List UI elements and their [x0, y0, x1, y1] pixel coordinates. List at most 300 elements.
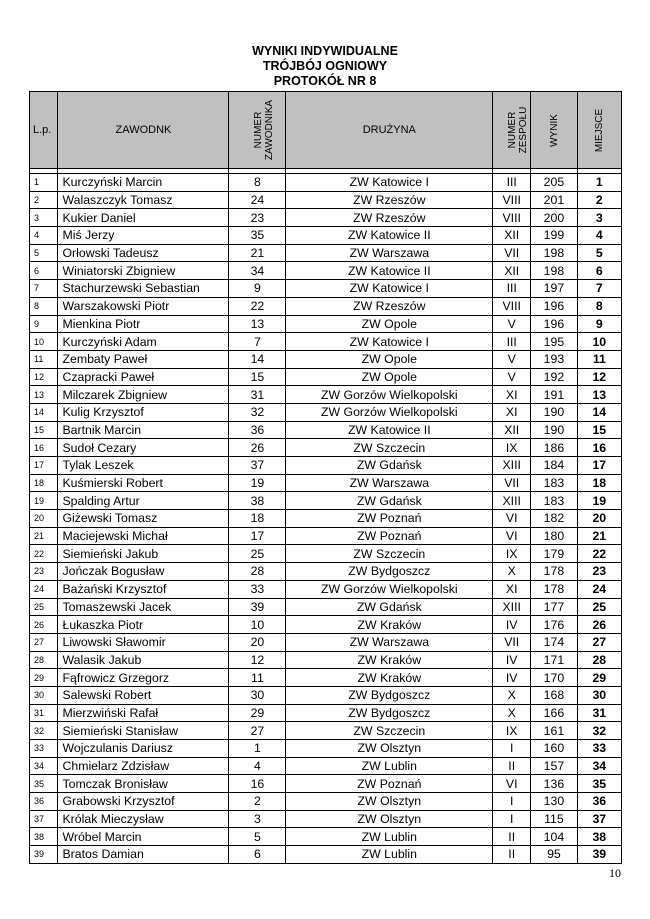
cell-numer-zawodnika: 25 [229, 545, 286, 563]
cell-lp: 12 [30, 368, 58, 386]
cell-name: Maciejewski Michał [58, 527, 229, 545]
cell-lp: 37 [30, 810, 58, 828]
header-row [30, 92, 622, 169]
cell-name: Walaszczyk Tomasz [58, 191, 229, 209]
cell-druzyna: ZW Szczecin [286, 545, 493, 563]
cell-lp: 7 [30, 280, 58, 298]
cell-numer-zespolu: II [493, 828, 531, 846]
cell-wynik: 170 [531, 669, 577, 687]
cell-lp: 18 [30, 474, 58, 492]
table-row [30, 563, 622, 581]
cell-druzyna: ZW Katowice I [286, 280, 493, 298]
cell-miejsce: 11 [577, 350, 621, 368]
header-miejsce: MIEJSCE [577, 92, 621, 169]
cell-miejsce: 30 [577, 686, 621, 704]
cell-name: Giżewski Tomasz [58, 510, 229, 528]
cell-druzyna: ZW Bydgoszcz [286, 563, 493, 581]
cell-miejsce: 37 [577, 810, 621, 828]
cell-name: Wróbel Marcin [58, 828, 229, 846]
table-row [30, 280, 622, 298]
cell-lp: 25 [30, 598, 58, 616]
table-row [30, 209, 622, 227]
table-row [30, 439, 622, 457]
cell-name: Kurczyński Adam [58, 333, 229, 351]
cell-lp: 8 [30, 297, 58, 315]
cell-name: Tomczak Bronisław [58, 775, 229, 793]
cell-wynik: 192 [531, 368, 577, 386]
table-row [30, 386, 622, 404]
table-row [30, 333, 622, 351]
cell-miejsce: 35 [577, 775, 621, 793]
results-table [29, 91, 622, 864]
cell-druzyna: ZW Olsztyn [286, 740, 493, 758]
cell-druzyna: ZW Opole [286, 315, 493, 333]
header-druzyna: DRUŻYNA [286, 92, 493, 169]
cell-name: Walasik Jakub [58, 651, 229, 669]
cell-numer-zawodnika: 6 [229, 846, 286, 864]
cell-druzyna: ZW Szczecin [286, 722, 493, 740]
cell-miejsce: 24 [577, 580, 621, 598]
table-row [30, 545, 622, 563]
cell-miejsce: 15 [577, 421, 621, 439]
cell-lp: 28 [30, 651, 58, 669]
cell-numer-zespolu: IX [493, 545, 531, 563]
cell-wynik: 205 [531, 174, 577, 192]
cell-miejsce: 25 [577, 598, 621, 616]
cell-wynik: 183 [531, 474, 577, 492]
table-row [30, 510, 622, 528]
cell-lp: 17 [30, 457, 58, 475]
cell-miejsce: 26 [577, 616, 621, 634]
cell-name: Mienkina Piotr [58, 315, 229, 333]
cell-miejsce: 12 [577, 368, 621, 386]
cell-numer-zawodnika: 26 [229, 439, 286, 457]
cell-numer-zespolu: VII [493, 474, 531, 492]
cell-wynik: 196 [531, 315, 577, 333]
cell-lp: 22 [30, 545, 58, 563]
cell-druzyna: ZW Lublin [286, 846, 493, 864]
cell-druzyna: ZW Rzeszów [286, 209, 493, 227]
page-number: 10 [609, 866, 621, 880]
table-row [30, 846, 622, 864]
cell-numer-zespolu: VII [493, 244, 531, 262]
cell-numer-zawodnika: 22 [229, 297, 286, 315]
cell-numer-zespolu: XIII [493, 492, 531, 510]
cell-lp: 5 [30, 244, 58, 262]
cell-miejsce: 28 [577, 651, 621, 669]
cell-lp: 13 [30, 386, 58, 404]
table-row [30, 669, 622, 687]
cell-lp: 39 [30, 846, 58, 864]
cell-druzyna: ZW Bydgoszcz [286, 686, 493, 704]
cell-numer-zespolu: II [493, 846, 531, 864]
cell-miejsce: 18 [577, 474, 621, 492]
cell-druzyna: ZW Olsztyn [286, 810, 493, 828]
cell-druzyna: ZW Gdańsk [286, 598, 493, 616]
table-row [30, 421, 622, 439]
cell-name: Królak Mieczysław [58, 810, 229, 828]
cell-numer-zespolu: III [493, 280, 531, 298]
table-row [30, 297, 622, 315]
cell-druzyna: ZW Lublin [286, 828, 493, 846]
cell-druzyna: ZW Katowice II [286, 421, 493, 439]
cell-wynik: 178 [531, 580, 577, 598]
table-row [30, 492, 622, 510]
cell-name: Liwowski Sławomir [58, 633, 229, 651]
cell-wynik: 186 [531, 439, 577, 457]
cell-numer-zespolu: V [493, 315, 531, 333]
cell-numer-zespolu: I [493, 793, 531, 811]
cell-numer-zespolu: IX [493, 722, 531, 740]
cell-lp: 3 [30, 209, 58, 227]
cell-lp: 19 [30, 492, 58, 510]
table-row [30, 757, 622, 775]
cell-numer-zawodnika: 10 [229, 616, 286, 634]
table-row [30, 457, 622, 475]
cell-numer-zespolu: III [493, 174, 531, 192]
cell-lp: 35 [30, 775, 58, 793]
cell-lp: 27 [30, 633, 58, 651]
cell-druzyna: ZW Warszawa [286, 474, 493, 492]
cell-miejsce: 2 [577, 191, 621, 209]
cell-miejsce: 17 [577, 457, 621, 475]
cell-druzyna: ZW Bydgoszcz [286, 704, 493, 722]
cell-numer-zespolu: IX [493, 439, 531, 457]
cell-name: Miś Jerzy [58, 227, 229, 245]
cell-lp: 38 [30, 828, 58, 846]
cell-wynik: 191 [531, 386, 577, 404]
cell-numer-zawodnika: 13 [229, 315, 286, 333]
cell-numer-zespolu: VI [493, 510, 531, 528]
cell-druzyna: ZW Szczecin [286, 439, 493, 457]
cell-name: Stachurzewski Sebastian [58, 280, 229, 298]
cell-numer-zespolu: XI [493, 580, 531, 598]
cell-name: Spalding Artur [58, 492, 229, 510]
cell-lp: 34 [30, 757, 58, 775]
cell-numer-zespolu: VIII [493, 191, 531, 209]
table-row [30, 828, 622, 846]
cell-druzyna: ZW Warszawa [286, 633, 493, 651]
cell-name: Warszakowski Piotr [58, 297, 229, 315]
cell-wynik: 161 [531, 722, 577, 740]
cell-name: Salewski Robert [58, 686, 229, 704]
cell-numer-zespolu: IV [493, 616, 531, 634]
cell-name: Tylak Leszek [58, 457, 229, 475]
cell-numer-zespolu: III [493, 333, 531, 351]
cell-numer-zawodnika: 35 [229, 227, 286, 245]
cell-numer-zawodnika: 5 [229, 828, 286, 846]
cell-numer-zawodnika: 27 [229, 722, 286, 740]
cell-numer-zawodnika: 9 [229, 280, 286, 298]
cell-wynik: 180 [531, 527, 577, 545]
cell-numer-zespolu: V [493, 350, 531, 368]
cell-wynik: 197 [531, 280, 577, 298]
cell-wynik: 200 [531, 209, 577, 227]
cell-lp: 30 [30, 686, 58, 704]
cell-numer-zespolu: X [493, 686, 531, 704]
cell-numer-zespolu: XII [493, 421, 531, 439]
cell-druzyna: ZW Lublin [286, 757, 493, 775]
cell-lp: 24 [30, 580, 58, 598]
cell-numer-zespolu: IV [493, 651, 531, 669]
cell-druzyna: ZW Gdańsk [286, 492, 493, 510]
cell-numer-zawodnika: 15 [229, 368, 286, 386]
cell-miejsce: 36 [577, 793, 621, 811]
cell-druzyna: ZW Opole [286, 368, 493, 386]
cell-numer-zawodnika: 12 [229, 651, 286, 669]
cell-miejsce: 16 [577, 439, 621, 457]
cell-wynik: 136 [531, 775, 577, 793]
table-row [30, 403, 622, 421]
cell-lp: 4 [30, 227, 58, 245]
cell-numer-zawodnika: 36 [229, 421, 286, 439]
cell-wynik: 199 [531, 227, 577, 245]
header-wynik: WYNIK [531, 92, 577, 169]
cell-name: Kulig Krzysztof [58, 403, 229, 421]
cell-miejsce: 29 [577, 669, 621, 687]
cell-miejsce: 21 [577, 527, 621, 545]
table-row [30, 651, 622, 669]
cell-numer-zespolu: I [493, 810, 531, 828]
cell-miejsce: 9 [577, 315, 621, 333]
cell-druzyna: ZW Katowice I [286, 333, 493, 351]
cell-wynik: 182 [531, 510, 577, 528]
table-row [30, 775, 622, 793]
cell-numer-zespolu: XII [493, 227, 531, 245]
cell-druzyna: ZW Kraków [286, 651, 493, 669]
cell-lp: 26 [30, 616, 58, 634]
table-row [30, 740, 622, 758]
cell-miejsce: 3 [577, 209, 621, 227]
cell-numer-zespolu: XI [493, 386, 531, 404]
cell-lp: 31 [30, 704, 58, 722]
cell-numer-zespolu: VII [493, 633, 531, 651]
cell-lp: 16 [30, 439, 58, 457]
cell-miejsce: 13 [577, 386, 621, 404]
header-zawodnik: ZAWODNK [58, 92, 229, 169]
header-numer-zawodnika: NUMER ZAWODNIKA [229, 92, 286, 169]
cell-lp: 2 [30, 191, 58, 209]
cell-numer-zawodnika: 19 [229, 474, 286, 492]
cell-name: Kurczyński Marcin [58, 174, 229, 192]
table-row [30, 580, 622, 598]
cell-name: Kuśmierski Robert [58, 474, 229, 492]
cell-name: Bartnik Marcin [58, 421, 229, 439]
cell-druzyna: ZW Katowice II [286, 262, 493, 280]
cell-druzyna: ZW Gorzów Wielkopolski [286, 580, 493, 598]
cell-numer-zawodnika: 34 [229, 262, 286, 280]
cell-name: Siemieński Jakub [58, 545, 229, 563]
table-row [30, 704, 622, 722]
cell-numer-zawodnika: 2 [229, 793, 286, 811]
cell-druzyna: ZW Kraków [286, 669, 493, 687]
cell-lp: 29 [30, 669, 58, 687]
cell-wynik: 201 [531, 191, 577, 209]
cell-lp: 11 [30, 350, 58, 368]
cell-numer-zawodnika: 23 [229, 209, 286, 227]
title-line-1: WYNIKI INDYWIDUALNE [252, 44, 398, 58]
cell-druzyna: ZW Rzeszów [286, 297, 493, 315]
cell-miejsce: 27 [577, 633, 621, 651]
cell-wynik: 196 [531, 297, 577, 315]
cell-miejsce: 34 [577, 757, 621, 775]
cell-numer-zawodnika: 33 [229, 580, 286, 598]
table-row [30, 191, 622, 209]
table-row [30, 633, 622, 651]
cell-numer-zawodnika: 14 [229, 350, 286, 368]
cell-wynik: 115 [531, 810, 577, 828]
cell-numer-zespolu: II [493, 757, 531, 775]
cell-numer-zespolu: VI [493, 527, 531, 545]
cell-name: Łukaszka Piotr [58, 616, 229, 634]
cell-numer-zawodnika: 31 [229, 386, 286, 404]
cell-name: Jończak Bogusław [58, 563, 229, 581]
table-row [30, 262, 622, 280]
cell-numer-zawodnika: 8 [229, 174, 286, 192]
cell-lp: 6 [30, 262, 58, 280]
cell-miejsce: 10 [577, 333, 621, 351]
cell-wynik: 178 [531, 563, 577, 581]
table-row [30, 598, 622, 616]
cell-numer-zawodnika: 18 [229, 510, 286, 528]
cell-numer-zawodnika: 11 [229, 669, 286, 687]
cell-numer-zawodnika: 20 [229, 633, 286, 651]
table-row [30, 227, 622, 245]
cell-name: Siemieński Stanisław [58, 722, 229, 740]
cell-numer-zespolu: XII [493, 262, 531, 280]
header-lp: L.p. [30, 92, 58, 169]
cell-miejsce: 6 [577, 262, 621, 280]
cell-miejsce: 5 [577, 244, 621, 262]
cell-numer-zawodnika: 29 [229, 704, 286, 722]
cell-numer-zespolu: X [493, 704, 531, 722]
cell-numer-zespolu: XI [493, 403, 531, 421]
cell-wynik: 195 [531, 333, 577, 351]
cell-name: Kukier Daniel [58, 209, 229, 227]
cell-wynik: 171 [531, 651, 577, 669]
title-line-3: PROTOKÓŁ NR 8 [273, 74, 377, 88]
cell-druzyna: ZW Poznań [286, 775, 493, 793]
cell-name: Bażański Krzysztof [58, 580, 229, 598]
cell-name: Grabowski Krzysztof [58, 793, 229, 811]
table-row [30, 793, 622, 811]
cell-druzyna: ZW Poznań [286, 510, 493, 528]
title-line-2: TRÓJBÓJ OGNIOWY [262, 59, 388, 73]
cell-miejsce: 19 [577, 492, 621, 510]
cell-wynik: 184 [531, 457, 577, 475]
cell-numer-zawodnika: 37 [229, 457, 286, 475]
table-row [30, 350, 622, 368]
cell-miejsce: 39 [577, 846, 621, 864]
cell-druzyna: ZW Katowice I [286, 174, 493, 192]
table-row [30, 315, 622, 333]
cell-miejsce: 33 [577, 740, 621, 758]
cell-wynik: 198 [531, 262, 577, 280]
cell-druzyna: ZW Rzeszów [286, 191, 493, 209]
cell-miejsce: 7 [577, 280, 621, 298]
cell-miejsce: 1 [577, 174, 621, 192]
table-row [30, 244, 622, 262]
cell-miejsce: 31 [577, 704, 621, 722]
cell-numer-zespolu: XIII [493, 598, 531, 616]
cell-lp: 9 [30, 315, 58, 333]
cell-name: Bratos Damian [58, 846, 229, 864]
cell-wynik: 190 [531, 421, 577, 439]
cell-lp: 20 [30, 510, 58, 528]
cell-wynik: 183 [531, 492, 577, 510]
cell-name: Zembaty Paweł [58, 350, 229, 368]
cell-numer-zespolu: VIII [493, 297, 531, 315]
table-row [30, 174, 622, 192]
cell-lp: 10 [30, 333, 58, 351]
cell-wynik: 168 [531, 686, 577, 704]
cell-druzyna: ZW Gdańsk [286, 457, 493, 475]
cell-wynik: 176 [531, 616, 577, 634]
cell-numer-zawodnika: 38 [229, 492, 286, 510]
cell-name: Wojczulanis Dariusz [58, 740, 229, 758]
cell-name: Fąfrowicz Grzegorz [58, 669, 229, 687]
cell-numer-zespolu: XIII [493, 457, 531, 475]
cell-name: Orłowski Tadeusz [58, 244, 229, 262]
cell-name: Czapracki Paweł [58, 368, 229, 386]
cell-name: Sudoł Cezary [58, 439, 229, 457]
cell-druzyna: ZW Gorzów Wielkopolski [286, 386, 493, 404]
cell-druzyna: ZW Opole [286, 350, 493, 368]
cell-lp: 36 [30, 793, 58, 811]
table-row [30, 474, 622, 492]
cell-numer-zawodnika: 32 [229, 403, 286, 421]
cell-lp: 14 [30, 403, 58, 421]
cell-druzyna: ZW Warszawa [286, 244, 493, 262]
cell-numer-zespolu: I [493, 740, 531, 758]
cell-wynik: 130 [531, 793, 577, 811]
cell-numer-zawodnika: 30 [229, 686, 286, 704]
table-row [30, 722, 622, 740]
cell-druzyna: ZW Katowice II [286, 227, 493, 245]
cell-numer-zawodnika: 17 [229, 527, 286, 545]
table-row [30, 527, 622, 545]
cell-lp: 21 [30, 527, 58, 545]
cell-wynik: 104 [531, 828, 577, 846]
header-numer-zespolu: NUMER ZESPOŁU [493, 92, 531, 169]
cell-wynik: 193 [531, 350, 577, 368]
cell-numer-zawodnika: 3 [229, 810, 286, 828]
cell-numer-zawodnika: 16 [229, 775, 286, 793]
cell-miejsce: 23 [577, 563, 621, 581]
cell-lp: 15 [30, 421, 58, 439]
cell-name: Mierzwiński Rafał [58, 704, 229, 722]
cell-numer-zespolu: V [493, 368, 531, 386]
cell-numer-zawodnika: 24 [229, 191, 286, 209]
cell-name: Milczarek Zbigniew [58, 386, 229, 404]
cell-lp: 23 [30, 563, 58, 581]
cell-druzyna: ZW Kraków [286, 616, 493, 634]
cell-numer-zespolu: X [493, 563, 531, 581]
cell-name: Tomaszewski Jacek [58, 598, 229, 616]
cell-numer-zawodnika: 1 [229, 740, 286, 758]
cell-numer-zespolu: VIII [493, 209, 531, 227]
cell-wynik: 179 [531, 545, 577, 563]
cell-numer-zawodnika: 28 [229, 563, 286, 581]
cell-wynik: 160 [531, 740, 577, 758]
table-row [30, 686, 622, 704]
cell-numer-zawodnika: 21 [229, 244, 286, 262]
cell-druzyna: ZW Gorzów Wielkopolski [286, 403, 493, 421]
table-row [30, 616, 622, 634]
cell-druzyna: ZW Olsztyn [286, 793, 493, 811]
cell-wynik: 177 [531, 598, 577, 616]
cell-miejsce: 38 [577, 828, 621, 846]
